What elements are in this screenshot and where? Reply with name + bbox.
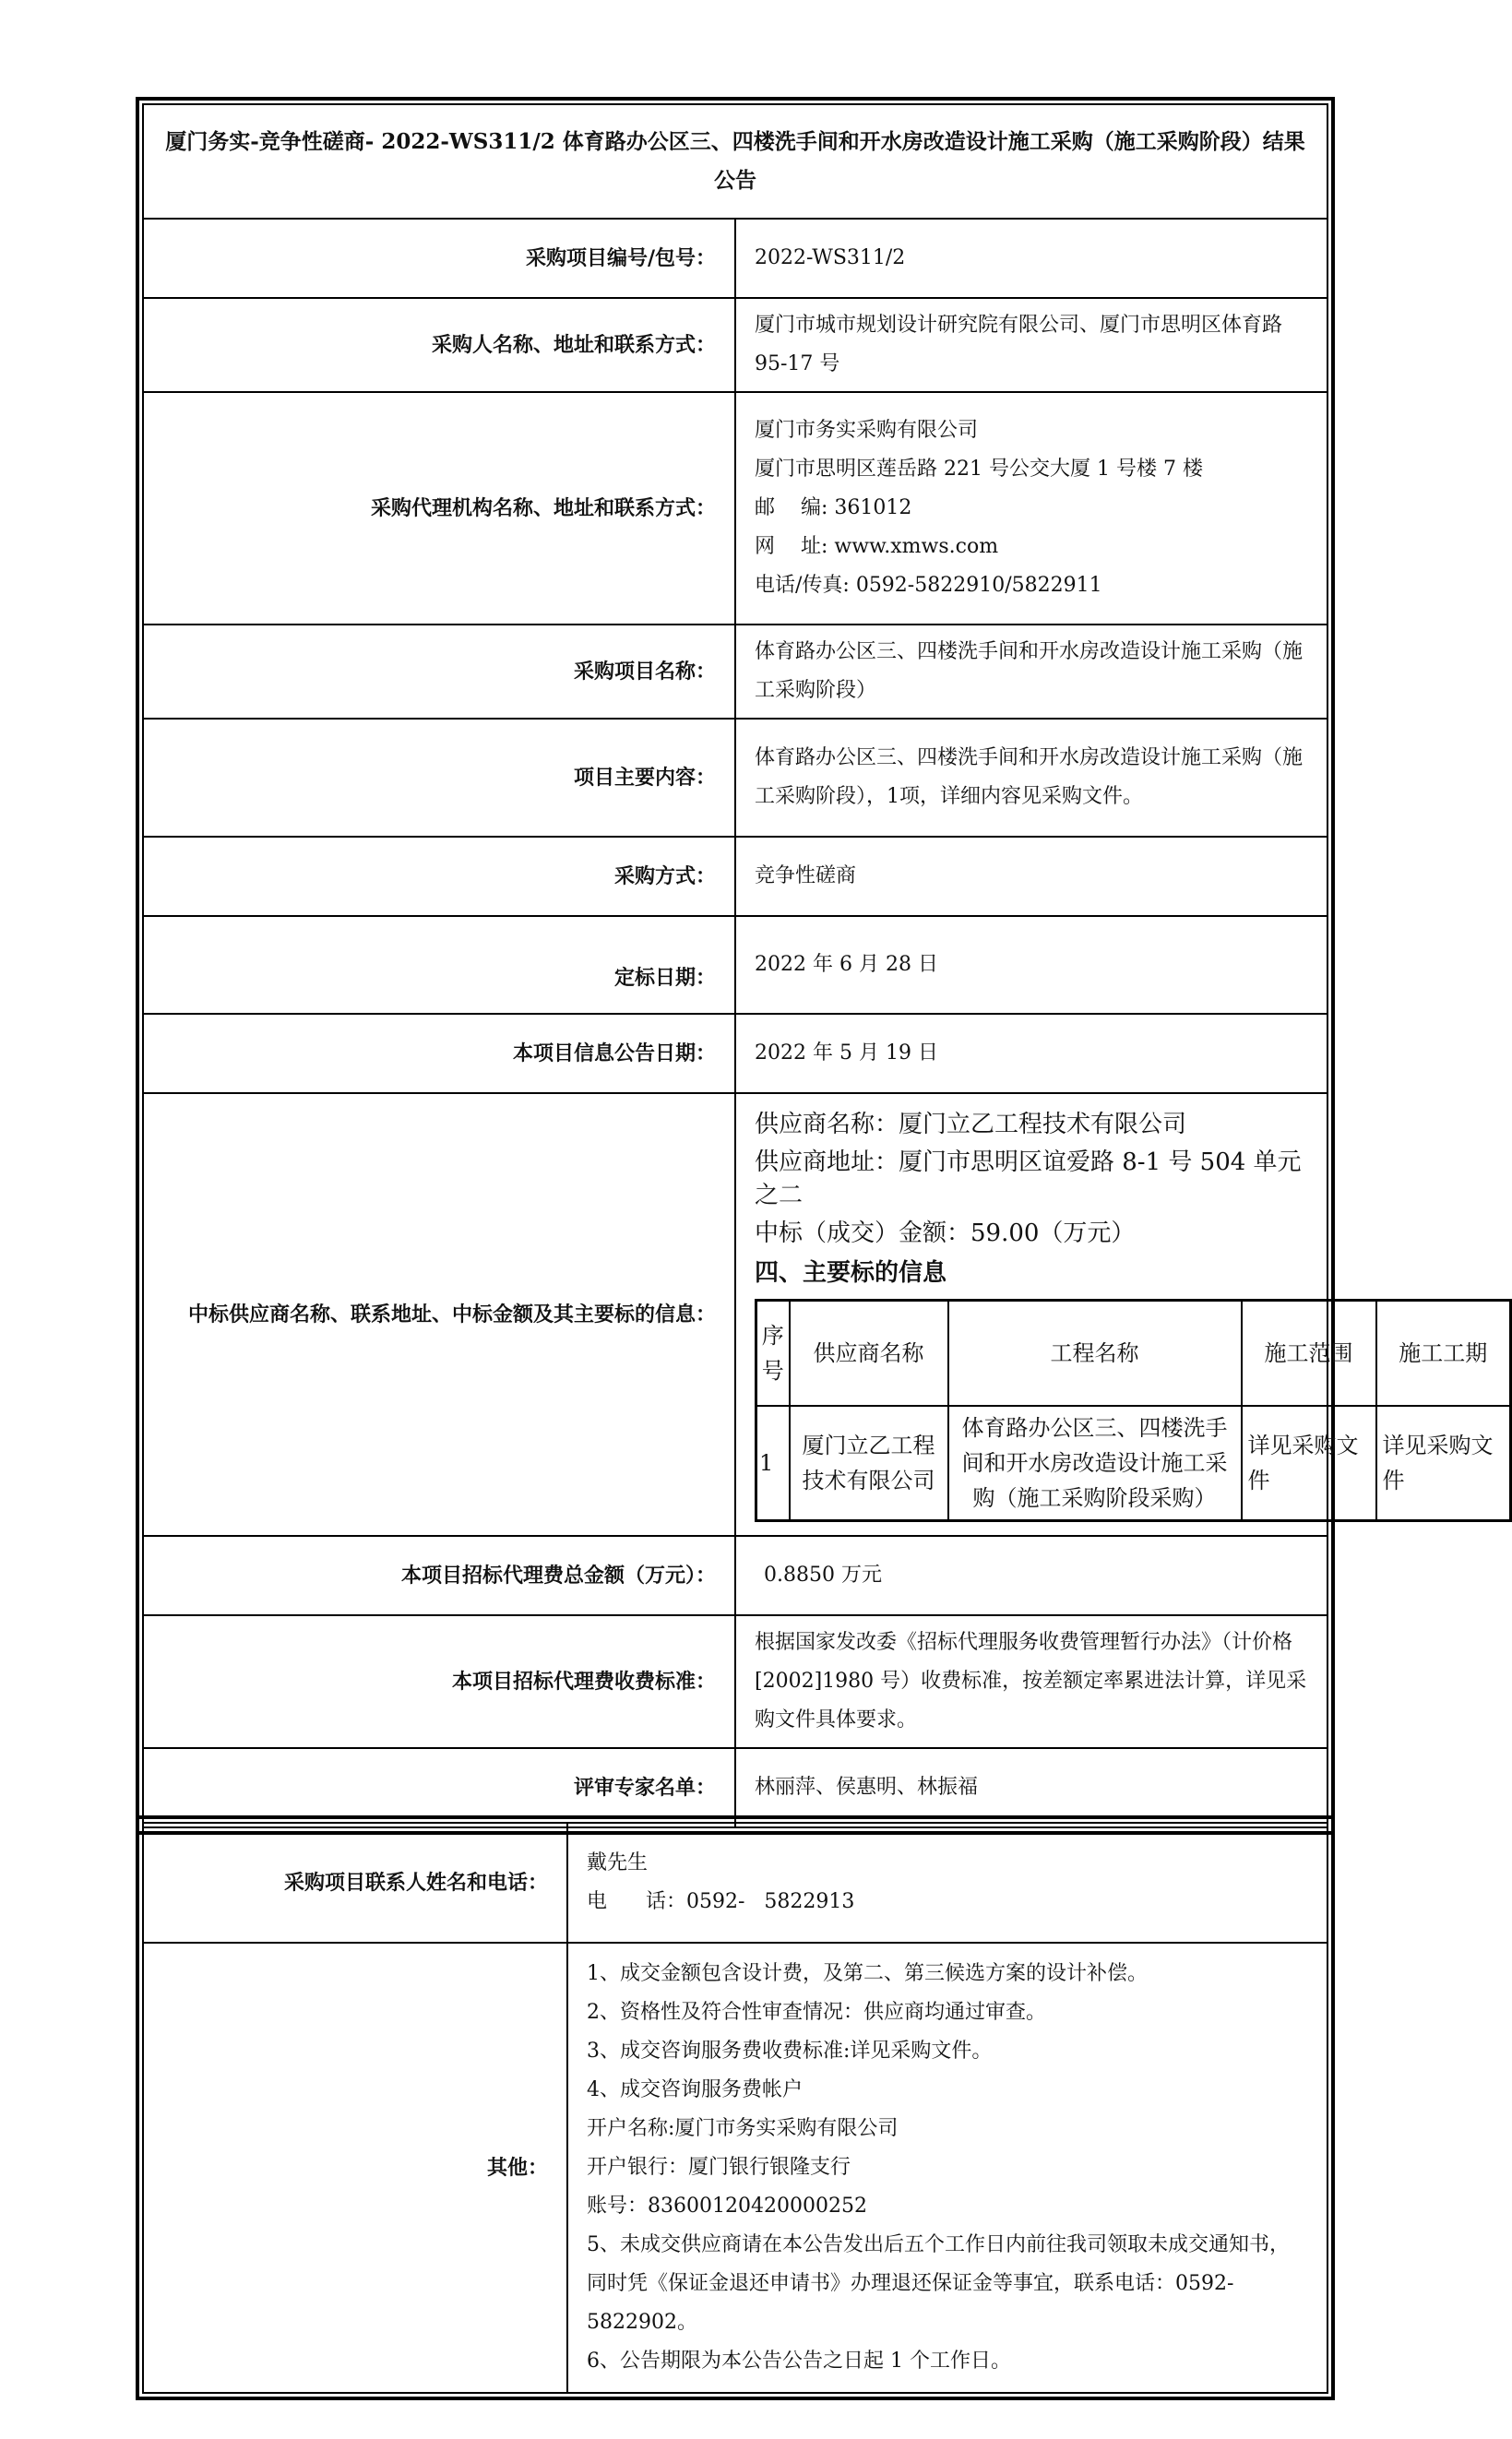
col-header-scope: 施工范围 [1242,1301,1376,1407]
method-label: 采购方式： [143,837,735,916]
agency-website: 网 址: www.xmws.com [755,535,999,558]
col-header-duration: 施工工期 [1376,1301,1511,1407]
other-notes [567,1943,1327,2393]
main-content-label: 项目主要内容： [143,719,735,837]
row-award-date [143,916,1327,1014]
main-items-header-row [756,1301,1511,1407]
winner-info [735,1093,1494,1536]
experts-label: 评审专家名单： [143,1748,735,1827]
announcement-table [136,97,1494,1835]
agency-address: 厦门市思明区莲岳路 221 号公交大厦 1 号楼 7 楼 [755,458,1203,481]
row-project-no [143,219,1327,298]
row-notice-date [143,1014,1327,1093]
col-header-project: 工程名称 [948,1301,1242,1407]
notice-date-value: 2022 年 5 月 19 日 [735,1014,1327,1093]
purchaser-value: 厦门市城市规划设计研究院有限公司、厦门市思明区体育路 95-17 号 [735,298,1327,392]
cell-index: 1 [756,1406,790,1521]
project-name-value: 体育路办公区三、四楼洗手间和开水房改造设计施工采购（施工采购阶段） [735,625,1327,719]
announcement-title: 厦门务实-竞争性磋商- 2022-WS311/2 体育路办公区三、四楼洗手间和开水房改造设计施工采购（施工采购阶段）结果公告 [143,104,1327,219]
supplier-address: 供应商地址：厦门市思明区谊爱路 8-1 号 504 单元之二 [755,1148,1302,1209]
fee-standard-value: 根据国家发改委《招标代理服务收费管理暂行办法》（计价格[2002]1980 号）收费标准，按差额定率累进法计算，详见采购文件具体要求。 [735,1615,1327,1748]
fee-total-label: 本项目招标代理费总金额（万元）： [143,1536,735,1615]
note-bank: 开户银行：厦门银行银隆支行 [587,2156,851,2179]
row-purchaser [143,298,1327,392]
award-date-value: 2022 年 6 月 28 日 [735,916,1327,1014]
note-6: 6、公告期限为本公告公告之日起 1 个工作日。 [587,2350,1011,2373]
cell-project: 体育路办公区三、四楼洗手间和开水房改造设计施工采购（施工采购阶段采购） [948,1406,1242,1521]
award-amount: 中标（成交）金额：59.00（万元） [755,1220,1136,1247]
project-name-label: 采购项目名称： [143,625,735,719]
note-2: 2、资格性及符合性审查情况：供应商均通过审查。 [587,2001,1046,2024]
agency-label: 采购代理机构名称、地址和联系方式： [143,392,735,625]
notice-date-label: 本项目信息公告日期： [143,1014,735,1093]
row-contact [143,1823,1327,1943]
winner-label: 中标供应商名称、联系地址、中标金额及其主要标的信息： [143,1093,735,1536]
contact-table [136,1815,1335,2400]
main-content-value: 体育路办公区三、四楼洗手间和开水房改造设计施工采购（施工采购阶段），1项，详细内容见采购文件。 [735,719,1327,837]
project-no-value: 2022-WS311/2 [735,219,1327,298]
main-items-table [755,1299,1512,1522]
fee-standard-label: 本项目招标代理费收费标准： [143,1615,735,1748]
agency-info [735,392,1327,625]
note-account-number: 账号：83600120420000252 [587,2195,867,2218]
note-1: 1、成交金额包含设计费，及第二、第三候选方案的设计补偿。 [587,1962,1148,1985]
contact-label: 采购项目联系人姓名和电话： [143,1823,567,1943]
agency-name: 厦门市务实采购有限公司 [755,419,979,442]
experts-value: 林丽萍、侯惠明、林振福 [735,1748,1327,1827]
row-main-content [143,719,1327,837]
note-5: 5、未成交供应商请在本公告发出后五个工作日内前往我司领取未成交通知书，同时凭《保证金退还申请书》办理退还保证金等事宜，联系电话：0592-5822902。 [587,2233,1290,2334]
agency-phone-fax: 电话/传真: 0592-5822910/5822911 [755,574,1102,597]
supplier-name: 供应商名称：厦门立乙工程技术有限公司 [755,1111,1187,1138]
contact-name: 戴先生 [587,1851,649,1874]
award-date-label: 定标日期： [143,916,735,1014]
note-4: 4、成交咨询服务费帐户 [587,2078,803,2101]
col-header-supplier: 供应商名称 [790,1301,948,1407]
cell-duration: 详见采购文件 [1376,1406,1511,1521]
table-row [756,1406,1511,1521]
row-winner [143,1093,1327,1536]
cell-supplier: 厦门立乙工程技术有限公司 [790,1406,948,1521]
method-value: 竞争性磋商 [735,837,1327,916]
col-header-index: 序号 [756,1301,790,1407]
note-3: 3、成交咨询服务费收费标准:详见采购文件。 [587,2040,993,2063]
row-other [143,1943,1327,2393]
contact-phone: 电 话：0592- 5822913 [587,1890,855,1913]
row-fee-total [143,1536,1327,1615]
other-label: 其他： [143,1943,567,2393]
fee-total-value: 0.8850 万元 [735,1536,1327,1615]
row-project-name [143,625,1327,719]
row-method [143,837,1327,916]
purchaser-label: 采购人名称、地址和联系方式： [143,298,735,392]
cell-scope: 详见采购文件 [1242,1406,1376,1521]
main-items-heading: 四、主要标的信息 [755,1259,947,1287]
agency-postcode: 邮 编: 361012 [755,496,912,519]
row-fee-standard [143,1615,1327,1748]
row-agency [143,392,1327,625]
note-account-name: 开户名称:厦门市务实采购有限公司 [587,2117,899,2140]
project-no-label: 采购项目编号/包号： [143,219,735,298]
contact-info [567,1823,1327,1943]
